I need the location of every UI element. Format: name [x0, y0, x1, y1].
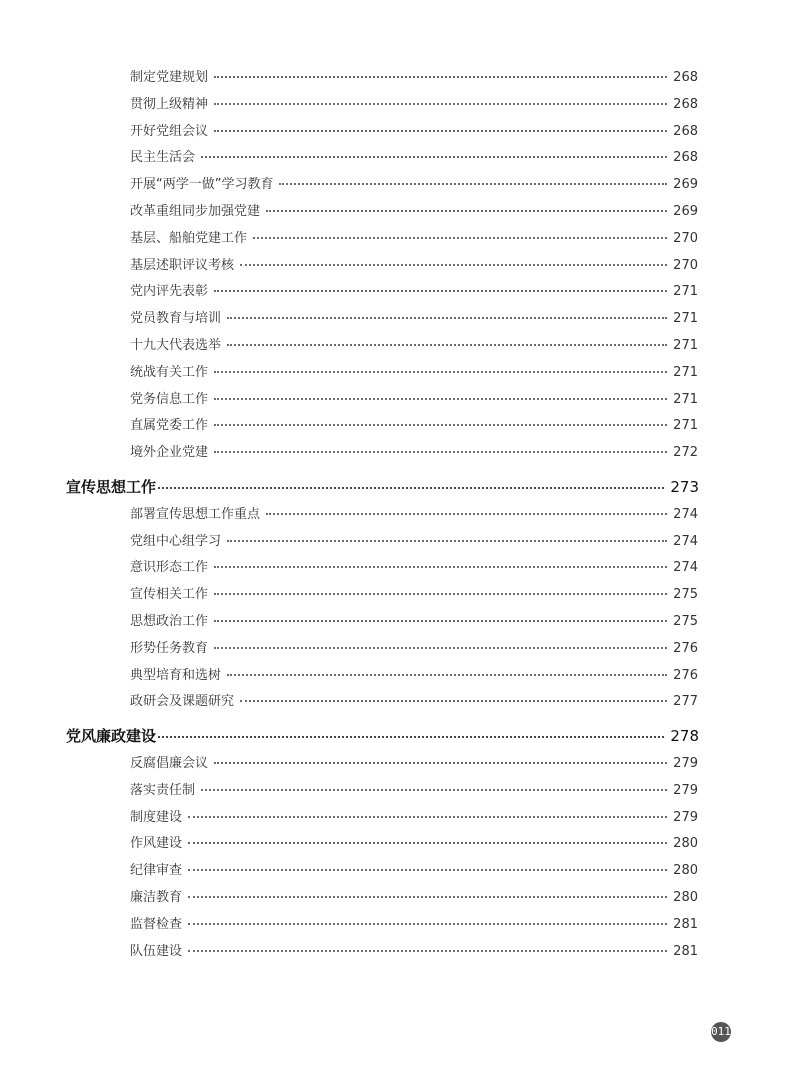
toc-entry[interactable] [0, 334, 790, 361]
toc-entry-title: 基层述职评议考核 [130, 257, 235, 273]
toc-entry-page: 274 [673, 506, 698, 522]
dot-leader [158, 487, 664, 489]
dot-leader [214, 451, 667, 453]
toc-entry-page: 270 [673, 230, 698, 246]
toc-entry-title: 队伍建设 [130, 943, 183, 959]
toc-entry-title: 典型培育和选树 [130, 667, 222, 683]
dot-leader [214, 290, 667, 292]
toc-entry[interactable] [0, 200, 790, 227]
toc-entry[interactable] [0, 832, 790, 859]
toc-entry[interactable] [0, 120, 790, 147]
dot-leader [214, 371, 667, 373]
toc-entry[interactable] [0, 530, 790, 557]
toc-entry-page: 270 [673, 257, 698, 273]
toc-entry-title: 落实责任制 [130, 782, 196, 798]
toc-entry-page: 273 [670, 477, 699, 496]
toc-entry-title: 党内评先表彰 [130, 284, 209, 300]
dot-leader [214, 647, 667, 649]
toc-entry-page: 275 [673, 587, 698, 603]
dot-leader [188, 842, 667, 844]
toc-entry-title: 制定党建规划 [130, 70, 209, 85]
toc-entry[interactable] [0, 779, 790, 806]
dot-leader [214, 620, 667, 622]
table-of-contents [0, 66, 790, 966]
toc-entry-page: 278 [670, 727, 699, 746]
toc-entry[interactable] [0, 664, 790, 691]
dot-leader [188, 869, 667, 871]
toc-entry-title: 党组中心组学习 [130, 533, 222, 549]
toc-entry-page: 281 [673, 943, 698, 959]
toc-entry-page: 272 [673, 445, 698, 461]
toc-entry-page: 271 [673, 391, 698, 407]
toc-entry[interactable] [0, 583, 790, 610]
toc-entry[interactable] [0, 441, 790, 468]
dot-leader [266, 210, 667, 212]
dot-leader [240, 700, 667, 702]
toc-entry-page: 279 [673, 809, 698, 825]
toc-entry[interactable] [0, 146, 790, 173]
toc-entry-title: 贯彻上级精神 [130, 96, 209, 112]
toc-entry-title: 统战有关工作 [130, 364, 209, 380]
toc-entry-title: 民主生活会 [130, 150, 196, 166]
dot-leader [227, 540, 667, 542]
toc-entry-page: 280 [673, 889, 698, 905]
toc-entry-title: 开好党组会议 [130, 123, 209, 139]
toc-entry-page: 269 [673, 177, 698, 193]
toc-entry-page: 271 [673, 364, 698, 380]
toc-entry-title: 监督检查 [130, 916, 183, 932]
dot-leader [227, 674, 667, 676]
toc-entry-title: 改革重组同步加强党建 [130, 203, 261, 219]
toc-entry[interactable] [0, 637, 790, 664]
toc-entry-title: 作风建设 [130, 836, 183, 852]
toc-entry-page: 274 [673, 533, 698, 549]
toc-entry[interactable] [0, 913, 790, 940]
dot-leader [158, 736, 664, 738]
dot-leader [214, 398, 667, 400]
toc-entry-title: 形势任务教育 [130, 640, 209, 656]
dot-leader [227, 317, 667, 319]
toc-entry[interactable] [0, 503, 790, 530]
toc-entry[interactable] [0, 859, 790, 886]
toc-entry[interactable] [0, 610, 790, 637]
toc-entry-page: 271 [673, 418, 698, 434]
dot-leader [188, 950, 667, 952]
toc-entry-page: 268 [673, 70, 698, 85]
toc-entry[interactable] [0, 806, 790, 833]
dot-leader [227, 344, 667, 346]
toc-entry[interactable] [0, 307, 790, 334]
dot-leader [253, 237, 667, 239]
toc-entry[interactable] [0, 388, 790, 415]
dot-leader [279, 183, 667, 185]
toc-entry[interactable] [0, 752, 790, 779]
toc-entry-page: 276 [673, 640, 698, 656]
dot-leader [214, 566, 667, 568]
toc-entry[interactable] [0, 940, 790, 967]
toc-entry-title: 党风廉政建设 [66, 727, 157, 746]
toc-entry-page: 279 [673, 782, 698, 798]
dot-leader [201, 156, 667, 158]
toc-entry-page: 268 [673, 96, 698, 112]
toc-entry-page: 268 [673, 123, 698, 139]
toc-entry[interactable] [0, 227, 790, 254]
toc-entry-page: 280 [673, 836, 698, 852]
dot-leader [214, 593, 667, 595]
toc-entry-title: 十九大代表选举 [130, 337, 222, 353]
dot-leader [188, 816, 667, 818]
dot-leader [214, 130, 667, 132]
toc-entry-page: 274 [673, 560, 698, 576]
toc-entry-title: 廉洁教育 [130, 889, 183, 905]
toc-entry-title: 宣传相关工作 [130, 587, 209, 603]
dot-leader [214, 76, 667, 78]
dot-leader [188, 896, 667, 898]
toc-entry-page: 277 [673, 694, 698, 710]
toc-section-entry[interactable] [0, 476, 790, 503]
toc-entry[interactable] [0, 361, 790, 388]
toc-entry-title: 纪律审查 [130, 863, 183, 879]
toc-entry[interactable] [0, 254, 790, 281]
toc-entry-page: 269 [673, 203, 698, 219]
toc-entry[interactable] [0, 414, 790, 441]
toc-entry-title: 开展“两学一做”学习教育 [130, 177, 274, 193]
toc-entry[interactable] [0, 66, 790, 93]
toc-entry-page: 280 [673, 863, 698, 879]
toc-entry-page: 268 [673, 150, 698, 166]
toc-entry[interactable] [0, 173, 790, 200]
toc-entry-title: 直属党委工作 [130, 418, 209, 434]
dot-leader [214, 424, 667, 426]
toc-entry-page: 279 [673, 755, 698, 771]
toc-entry-page: 271 [673, 284, 698, 300]
toc-entry-page: 276 [673, 667, 698, 683]
toc-entry-page: 271 [673, 337, 698, 353]
toc-entry-page: 271 [673, 311, 698, 327]
toc-entry-title: 基层、船舶党建工作 [130, 230, 248, 246]
toc-entry-title: 思想政治工作 [130, 613, 209, 629]
toc-entry-title: 政研会及课题研究 [130, 694, 235, 710]
toc-entry-page: 281 [673, 916, 698, 932]
toc-entry-title: 意识形态工作 [130, 560, 209, 576]
toc-entry-title: 反腐倡廉会议 [130, 755, 209, 771]
toc-entry-title: 党务信息工作 [130, 391, 209, 407]
toc-section-entry[interactable] [0, 725, 790, 752]
toc-entry[interactable] [0, 93, 790, 120]
toc-entry[interactable] [0, 280, 790, 307]
dot-leader [240, 264, 667, 266]
dot-leader [214, 103, 667, 105]
toc-entry-title: 部署宣传思想工作重点 [130, 506, 261, 522]
toc-entry[interactable] [0, 690, 790, 717]
page-number-badge: 011 [711, 1022, 731, 1042]
toc-entry-title: 制度建设 [130, 809, 183, 825]
dot-leader [188, 923, 667, 925]
dot-leader [266, 513, 667, 515]
toc-entry[interactable] [0, 886, 790, 913]
toc-entry[interactable] [0, 556, 790, 583]
toc-entry-page: 275 [673, 613, 698, 629]
toc-entry-title: 党员教育与培训 [130, 311, 222, 327]
toc-entry-title: 境外企业党建 [130, 445, 209, 461]
dot-leader [214, 762, 667, 764]
toc-entry-title: 宣传思想工作 [66, 477, 157, 496]
dot-leader [201, 789, 667, 791]
